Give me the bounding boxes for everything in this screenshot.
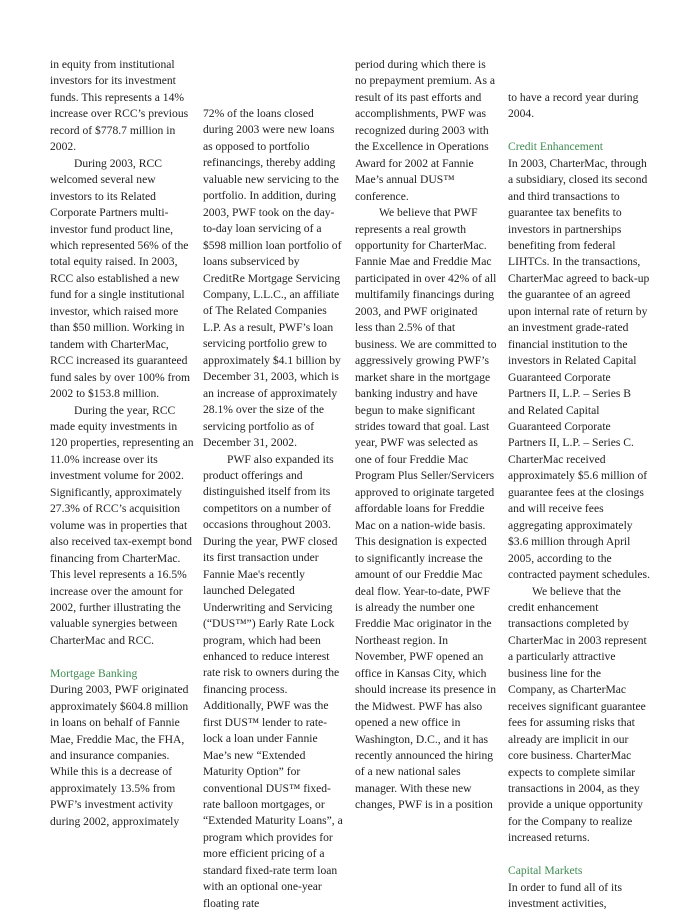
col1-paragraph-1: in equity from institutional investors for its investment funds. This represents a 14% increase over RCC’s previous record of $778.7 million in 2002.	[50, 58, 189, 154]
col4-paragraph-3: We believe that the credit enhancement transactions completed by CharterMac in 2003 represent a particularly attractive business line for the Company, as CharterMac receives significant guarantee fees for assuming risks that already are implicit in our core business. CharterMac expects to complete similar transactions in 2004, as they provide a unique opportunity for the Company to realize increased returns.	[508, 584, 647, 845]
heading-mortgage-banking: Mortgage Banking	[50, 666, 138, 680]
column-4	[508, 90, 650, 913]
col2-paragraph-2: PWF also expanded its product offerings and distinguished itself from its competitors on a number of occasions throughout 2003.	[203, 452, 334, 532]
col2-paragraph-1: 72% of the loans closed during 2003 were new loans as opposed to portfolio refinancings, thereby adding valuable new servicing to the portfolio. In addition, during 2003, PWF took on the day-to-day loan servicing of a $598 million loan portfolio of loans subserviced by CreditRe Mortgage Servicing Company, L.L.C., an affiliate of The Related Companies L.P. As a result, PWF’s loan servicing portfolio grew to approximately $4.1 billion by December 31, 2003, which is an increase of approximately 28.1% over the size of the servicing portfolio as of December 31, 2002.	[203, 107, 342, 450]
col1-paragraph-4: During 2003, PWF originated approximately $604.8 million in loans on behalf of Fannie Mae, Freddie Mac, the FHA, and insurance companies. While this is a decrease of approximately 13.5% from PWF’s investment activity during 2002, approximately	[50, 683, 189, 828]
col1-paragraph-2: During 2003, RCC welcomed several new investors to its Related Corporate Partners multi-investor fund product line, which represented 56% of the total equity raised. In 2003, RCC also established a new fund for a single institutional investor, which raised more than $50 million. Working in tandem with CharterMac, RCC increased its guaranteed fund sales by over 100% from 2002 to $153.8 million.	[50, 156, 191, 401]
col4-paragraph-1: to have a record year during 2004.	[508, 91, 639, 121]
col1-paragraph-3: During the year, RCC made equity investments in 120 properties, representing an 11.0% increase over its investment volume for 2002. Significantly, approximately 27.3% of RCC’s acquisition volume was in properties that also received tax-exempt bond financing from CharterMac. This level represents a 16.5% increase over the amount for 2002, further illustrating the valuable synergies between CharterMac and RCC.	[50, 403, 194, 647]
col4-paragraph-2: In 2003, CharterMac, through a subsidiary, closed its second and third transactions to guarantee tax benefits to investors in partnerships benefiting from federal LIHTCs. In the transactions, CharterMac agreed to back-up the guarantee of an agreed upon internal rate of return by an investment grade-rated financial institution to the investors in Related Capital Guaranteed Corporate Partners II, L.P. – Series B and Related Capital Guaranteed Corporate Partners II, L.P. – Series C. CharterMac received approximately $5.6 million of guarantee fees at the closings and will receive fees aggregating approximately $3.6 million through April 2005, according to the contracted payment schedules.	[508, 156, 650, 582]
heading-credit-enhancement: Credit Enhancement	[508, 140, 603, 154]
column-2	[203, 106, 344, 912]
column-1	[50, 57, 194, 830]
column-3	[355, 57, 497, 814]
col3-paragraph-2: We believe that PWF represents a real growth opportunity for CharterMac. Fannie Mae and Freddie Mac participated in over 42% of all multifamily financings during 2003, and PWF originated less than 2.5% of that business. We are committed to aggressively growing PWF’s market share in the mortgage banking industry and have begun to make significant strides toward that goal. Last year, PWF was selected as one of four Freddie Mac Program Plus Seller/Servicers approved to originate targeted affordable loans for Freddie Mac on a nation-wide basis. This designation is expected to significantly increase the amount of our Freddie Mac deal flow. Year-to-date, PWF is already the number one Freddie Mac originator in the Northeast region. In November, PWF opened an office in Kansas City, which should increase its presence in the Midwest. PWF has also opened a new office in Washington, D.C., and it has recently announced the hiring of a new national sales manager. With these new changes, PWF is in a position	[355, 206, 497, 812]
col2-paragraph-3: During the year, PWF closed its first transaction under Fannie Mae's recently launched Delegated Underwriting and Servicing (“DUS™”) Early Rate Lock program, which had been enhanced to reduce interest rate risk to owners during the financing process. Additionally, PWF was the first DUS™ lender to rate-lock a loan under Fannie Mae’s new “Extended Maturity Option” for conventional DUS™ fixed-rate balloon mortgages, or “Extended Maturity Loans”, a program which provides for more efficient pricing of a standard fixed-rate term loan with an optional one-year floating rate	[203, 534, 343, 910]
col4-paragraph-4: In order to fund all of its investment activities,	[508, 880, 622, 911]
col3-paragraph-1: period during which there is no prepayment premium. As a result of its past efforts and accomplishments, PWF was recognized during 2003 with the Excellence in Operations Award for 2002 at Fannie Mae’s annual DUS™ conference.	[355, 58, 496, 203]
heading-capital-markets: Capital Markets	[508, 864, 583, 878]
